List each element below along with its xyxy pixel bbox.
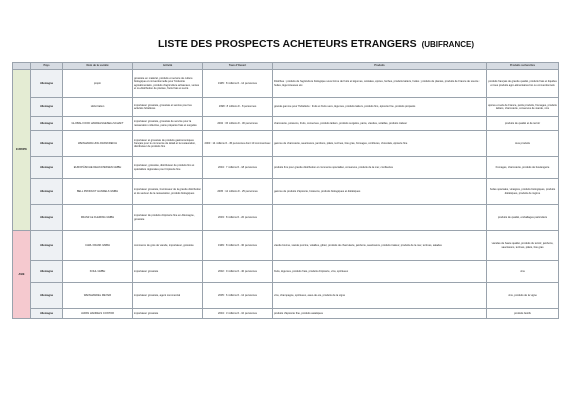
row-country: Allemagne (31, 70, 63, 98)
table-row (13, 309, 559, 319)
row-activity: importateur grossiste (133, 309, 203, 319)
table-row (13, 261, 559, 283)
row-ca: 2005 : 6 millions € - 12 personnes (203, 283, 273, 309)
prospects-table (12, 62, 559, 319)
table-row (13, 131, 559, 157)
row-name: BELL PRODUKT HANDELS GMBH (63, 179, 133, 205)
row-country: Allemagne (31, 98, 63, 117)
row-name: GLOBAL FOOD HANDELSGESELLSCHAFT (63, 117, 133, 131)
table-row (13, 283, 559, 309)
row-country: Allemagne (31, 283, 63, 309)
row-activity: importateur grossiste (133, 261, 203, 283)
row-products: gamme de produits d'épicerie, boissons, produits biologiques et diététiques (273, 179, 487, 205)
row-ca: 2004 : 7 millions € - 18 personnes (203, 157, 273, 179)
row-wanted: produits de qualité, emballages particuliers (487, 205, 559, 231)
table-header-row (13, 63, 559, 70)
table-row (13, 231, 559, 261)
table-row (13, 205, 559, 231)
row-country: Allemagne (31, 131, 63, 157)
table-row (13, 179, 559, 205)
row-ca: 2005 : 12 millions € - 25 personnes (203, 179, 273, 205)
header-zone (13, 63, 31, 70)
row-name: CARL FRANK GMBH (63, 231, 133, 261)
row-products: vins, champagne, spiritueux, eaux-de-vie, produits de la vigne (273, 283, 487, 309)
row-wanted: vins (487, 261, 559, 283)
row-products (273, 205, 487, 231)
row-country: Allemagne (31, 179, 63, 205)
row-products: viande bovine, viande porcine, volailles, gibier, produits de charcuterie, jambons, saucissons, produits traiteur, produits de la mer, terrines, salades (273, 231, 487, 261)
page-title (158, 38, 474, 50)
zone-europe: EUROPE (13, 70, 31, 231)
row-wanted: huiles spéciales, vinaigres, produits biologiques, produits diététiques, produits de régime (487, 179, 559, 205)
row-products: charcuterie, poissons, fruits, conserves, produits laitiers, produits surgelés, pains, viandes, volailles, produits traiteur (273, 117, 487, 131)
row-name: EUROPÄISCHE DELIKATESSEN GMBH (63, 157, 133, 179)
row-name: FRANZ LE FLEMING GMBH (63, 205, 133, 231)
row-activity: importateur grossiste, agent commercial (133, 283, 203, 309)
row-products: gamme de charcuterie, saucissons, jambons, pâtés, terrines, foie gras, fromages, confitures, chocolats, épicerie fine (273, 131, 487, 157)
row-name: KOHL GMBH (63, 261, 133, 283)
row-name: WEINHANDLUNG FRANKREICH (63, 131, 133, 157)
row-ca: 2003 : 8 millions € - 20 personnes (203, 205, 273, 231)
row-name: propin (63, 70, 133, 98)
header-country: Pays (31, 63, 63, 70)
header-wanted: Produits recherchés (487, 63, 559, 70)
header-name: Nom de la société (63, 63, 133, 70)
row-country: Allemagne (31, 117, 63, 131)
row-products: fruits, légumes, produits frais, produits d'épicerie, vins, spiritueux (273, 261, 487, 283)
row-wanted: produits français de grande qualité, produits frais et liquides et tous produits agro-alimentaires bio ou conventionnels (487, 70, 559, 98)
row-country: Allemagne (31, 309, 63, 319)
row-activity: importateur de produits d'épicerie fine en Allemagne, grossiste (133, 205, 203, 231)
row-wanted: épices et sels de France, petits produits, fromages, produits laitiers, charcuterie, conserves de viande, vins (487, 98, 559, 117)
row-activity: importateur, grossiste, distributeur de produits fins et spécialités régionales pour l'épicerie fine (133, 157, 203, 179)
row-country: Allemagne (31, 157, 63, 179)
header-ca: Taux d'Ouvert (203, 63, 273, 70)
row-ca: 2004 : 3 millions € - 10 personnes (203, 309, 273, 319)
table-row (13, 70, 559, 98)
row-ca: 1999 : 8 millions € - 30 personnes (203, 231, 273, 261)
row-activity: importateur et grossiste de produits gastronomiques français pour le commerce de détail et la restauration, distributeur de produits fins (133, 131, 203, 157)
zone-asie: ASIE (13, 231, 31, 319)
row-wanted: produits de qualité et de terroir (487, 117, 559, 131)
row-wanted: produits festifs (487, 309, 559, 319)
row-products: produits d'épicerie fine, produits asiatiques (273, 309, 487, 319)
row-products: produits fins pour grande distribution et commerce spécialisé, conserves, produits de la mer, confiseries (273, 157, 487, 179)
row-activity: importateur grossiste, grossiste et service pour les activités hôtelières (133, 98, 203, 117)
title-subtitle: (UBIFRANCE) (421, 40, 475, 49)
row-country: Allemagne (31, 261, 63, 283)
row-products: Distribue : produits de l'agriculture biologique sous forme de fruits et légumes, céréales, épices, herbes, produits laitiers, huiles ; produits de plantes, produits de France de source : huiles, légumineuses etc. (273, 70, 487, 98)
title-main: LISTE DES PROSPECTS ACHETEURS ETRANGERS (158, 38, 417, 50)
row-ca: 1998 : 8 millions € - 8 personnes (203, 98, 273, 117)
row-name: WEINHANDEL MEYER (63, 283, 133, 309)
header-activity: Activité (133, 63, 203, 70)
row-activity: importateur grossiste, fournisseur de la grande distribution et du secteur de la restauration, produits biologiques (133, 179, 203, 205)
row-country: Allemagne (31, 205, 63, 231)
header-products: Produits (273, 63, 487, 70)
row-wanted: tous produits (487, 131, 559, 157)
table-row (13, 117, 559, 131)
row-ca: 2002 : 15 millions € - 30 personnes (203, 117, 273, 131)
row-wanted: fromages, charcuterie, produits de boulangerie (487, 157, 559, 179)
row-activity: importateur grossiste, grossiste de service pour la restauration collective, pains préparés frais et surgelés (133, 117, 203, 131)
table-row (13, 98, 559, 117)
table-row (13, 157, 559, 179)
row-ca: 2002 : 9 millions € - 40 personnes (203, 261, 273, 283)
row-ca: 2003 : 14 millions € - 45 personnes dont 10 commerciaux (203, 131, 273, 157)
row-wanted: vins, produits de la vigne (487, 283, 559, 309)
row-name: Hülst Italien (63, 98, 133, 117)
row-country: Allemagne (31, 231, 63, 261)
row-wanted: viandes de haute qualité, produits du terroir, jambons, saucissons, terrines, pâtés, foie gras (487, 231, 559, 261)
row-activity: commerce de gros de viande, importateur, grossiste (133, 231, 203, 261)
row-ca: 1995 : 8 millions € - 14 personnes (203, 70, 273, 98)
row-activity: grossiste en matériel, produits et service de culture biologique et conventionnelle pour l'industrie agroalimentaire, produits d'agriculture artisanaux, ventes et co-distribution de plantes, fruits frais et sucré (133, 70, 203, 98)
row-name: JAPAN HANDELS CONTOR (63, 309, 133, 319)
row-products: grande gamme pour l'hôtellerie : fruits et fruits secs, légumes, produits laitiers, produits fins, épicerie fine, produits préparés (273, 98, 487, 117)
